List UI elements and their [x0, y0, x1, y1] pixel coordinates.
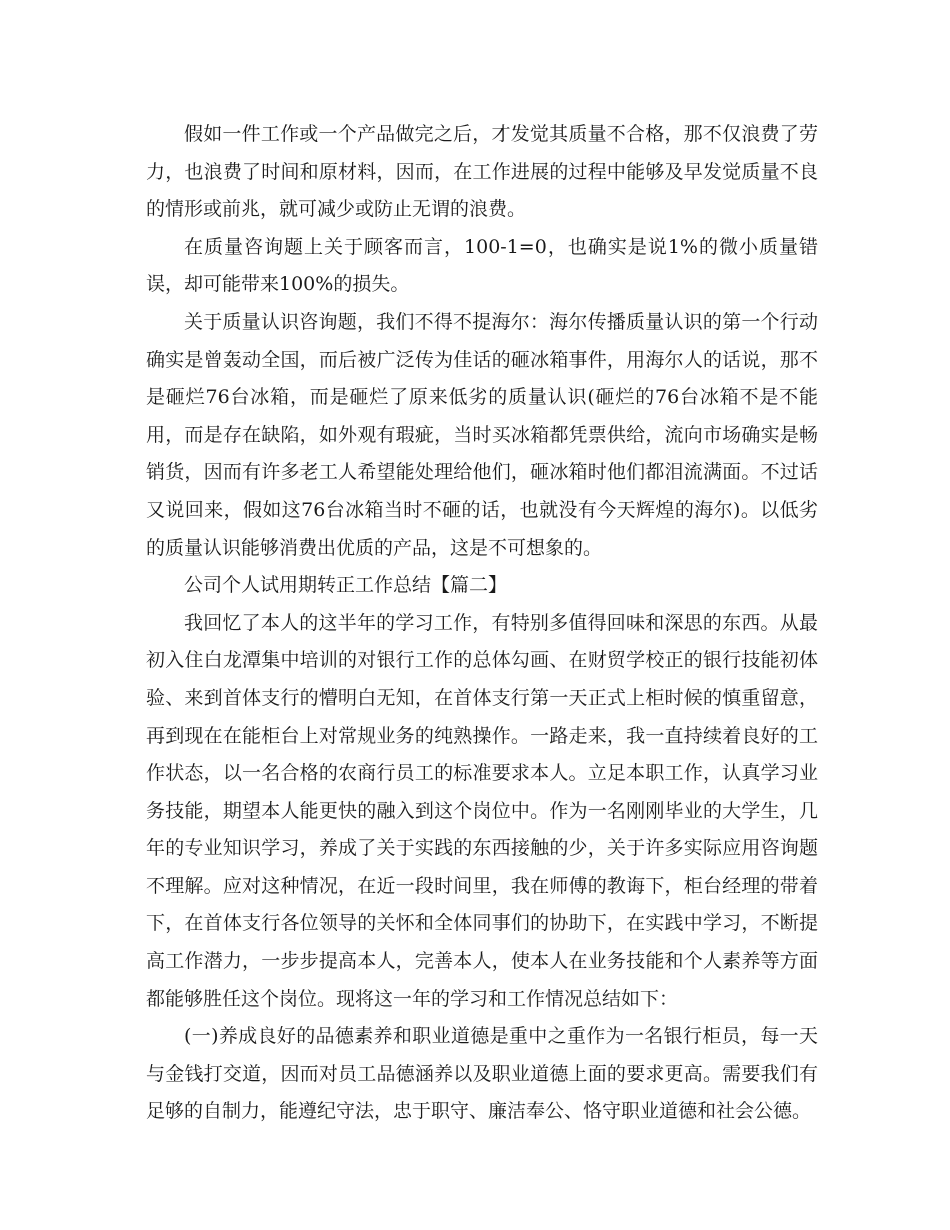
paragraph-haier-story: 关于质量认识咨询题，我们不得不提海尔：海尔传播质量认识的第一个行动确实是曾轰动全国，而后被广泛传为佳话的砸冰箱事件，用海尔人的话说，那不是砸烂76台冰箱，而是砸烂了原来低劣的质量认识(砸烂的76台冰箱不是不能用，而是存在缺陷，如外观有瑕疵，当时买冰箱都凭票供给，流向市场确实是畅销货，因而有许多老工人希望能处理给他们，砸冰箱时他们都泪流满面。不过话又说回来，假如这76台冰箱当时不砸的话，也就没有今天辉煌的海尔)。以低劣的质量认识能够消费出优质的产品，这是不可想象的。	[146, 310, 818, 559]
paragraph-quality-waste: 假如一件工作或一个产品做完之后，才发觉其质量不合格，那不仅浪费了劳力，也浪费了时间和原材料，因而，在工作进展的过程中能够及早发觉质量不良的情形或前兆，就可减少或防止无谓的浪费。	[146, 123, 818, 221]
section-heading: 公司个人试用期转正工作总结【篇二】	[184, 574, 508, 597]
paragraph-work-review: 我回忆了本人的这半年的学习工作，有特别多值得回味和深思的东西。从最初入住白龙潭集中培训的对银行工作的总体勾画、在财贸学校正的银行技能初体验、来到首体支行的懵明白无知，在首体支行第一天正式上柜时候的慎重留意，再到现在在能柜台上对常规业务的纯熟操作。一路走来，我一直持续着良好的工作状态，以一名合格的农商行员工的标准要求本人。立足本职工作，认真学习业务技能，期望本人能更快的融入到这个岗位中。作为一名刚刚毕业的大学生，几年的专业知识学习，养成了关于实践的东西接触的少，关于许多实际应用咨询题不理解。应对这种情况，在近一段时间里，我在师傅的教诲下，柜台经理的带着下，在首体支行各位领导的关怀和全体同事们的协助下，在实践中学习，不断提高工作潜力，一步步提高本人，完善本人，使本人在业务技能和个人素养等方面都能够胜任这个岗位。现将这一年的学习和工作情况总结如下：	[146, 611, 818, 1010]
paragraph-customer-formula: 在质量咨询题上关于顾客而言，100-1=0，也确实是说1%的微小质量错误，却可能带来100%的损失。	[146, 235, 818, 296]
paragraph-ethics: (一)养成良好的品德素养和职业道德是重中之重作为一名银行柜员，每一天与金钱打交道，因而对员工品德涵养以及职业道德上面的要求更高。需要我们有足够的自制力，能遵纪守法，忠于职守、廉洁奉公、恪守职业道德和社会公德。	[146, 1025, 818, 1123]
document-body	[146, 116, 818, 1131]
